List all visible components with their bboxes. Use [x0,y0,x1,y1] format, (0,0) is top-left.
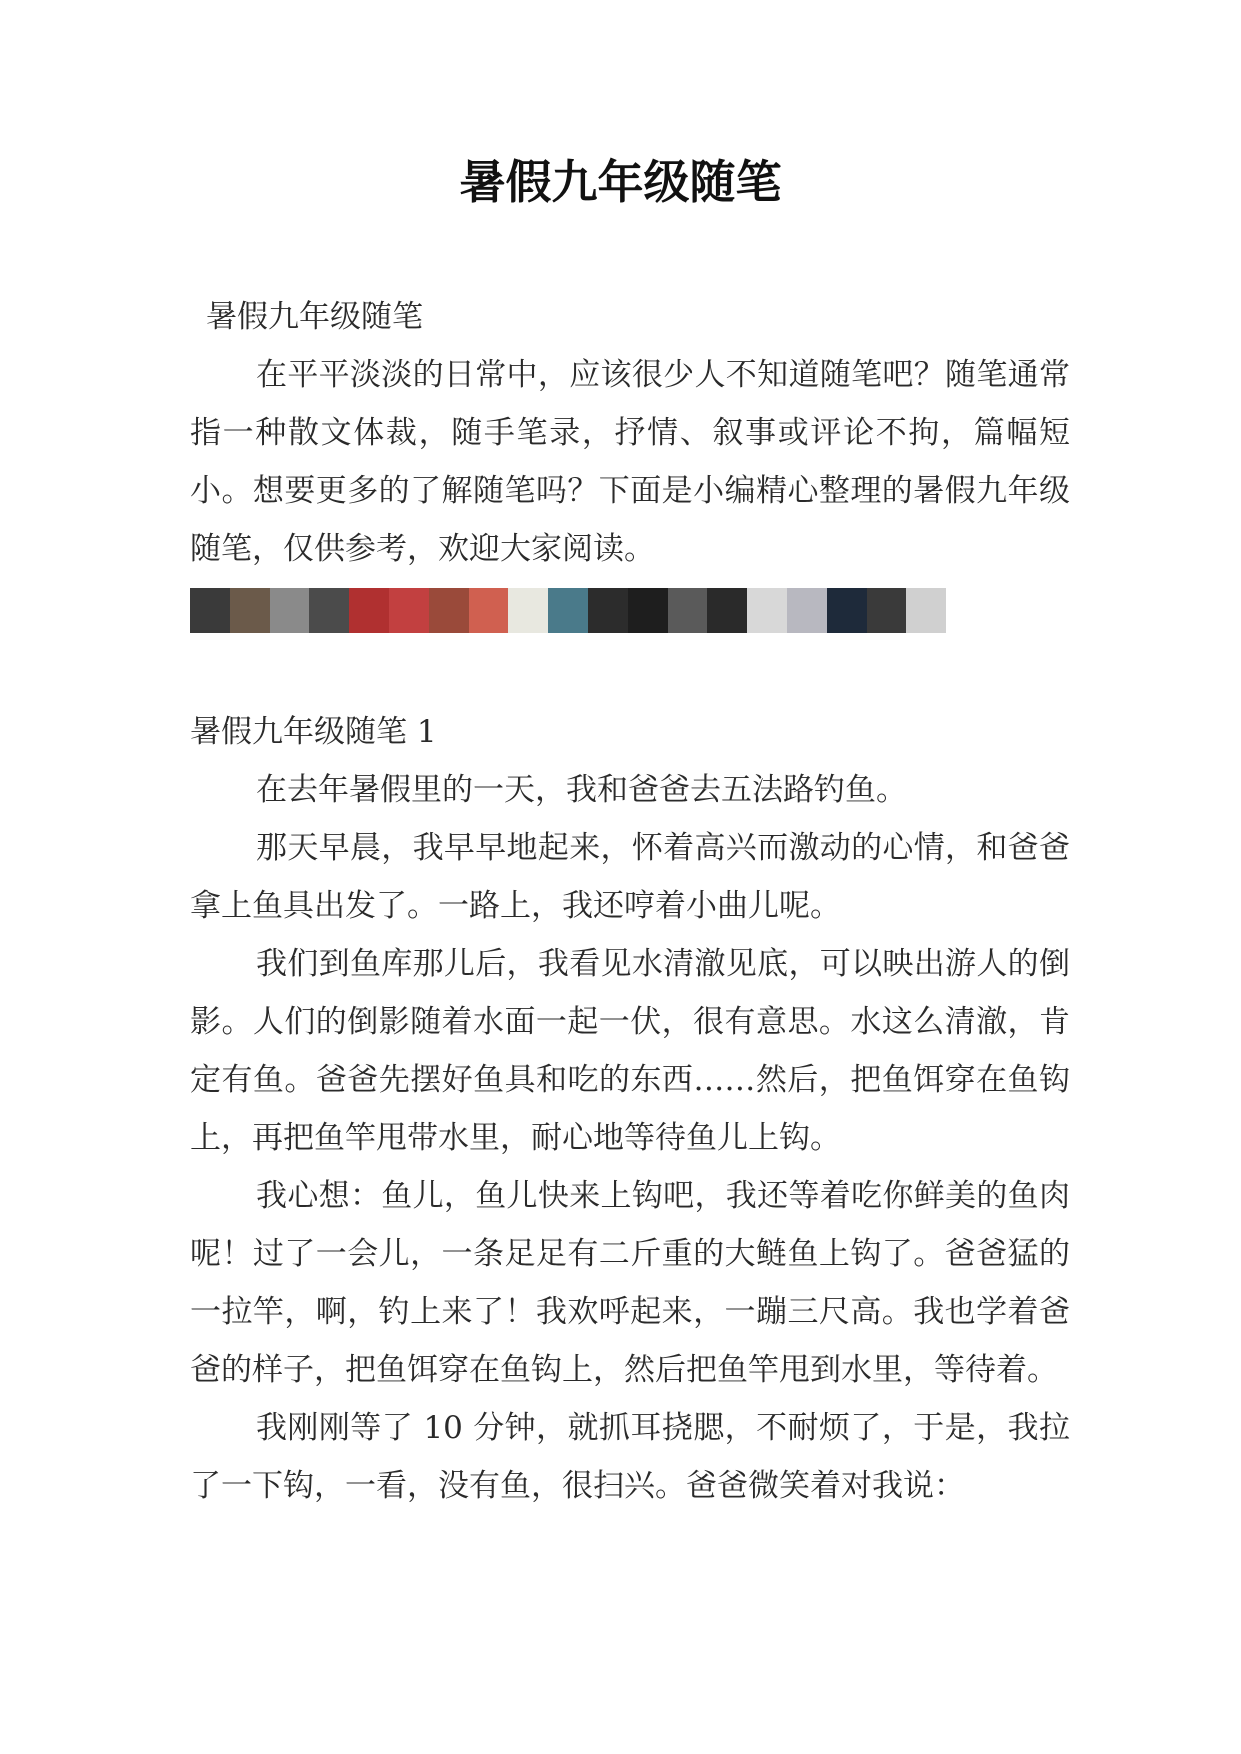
banner-color-block [827,588,867,633]
banner-color-block [230,588,270,633]
banner-color-block [429,588,469,633]
body-paragraph: 那天早晨，我早早地起来，怀着高兴而激动的心情，和爸爸拿上鱼具出发了。一路上，我还哼着小曲儿呢。 [190,830,1070,924]
banner-color-block [389,588,429,633]
banner-color-block [508,588,548,633]
banner-color-block [588,588,628,633]
banner-color-block [548,588,588,633]
body-paragraph: 我刚刚等了 10 分钟，就抓耳挠腮，不耐烦了，于是，我拉了一下钩，一看，没有鱼，很扫兴。爸爸微笑着对我说： [190,1410,1070,1504]
body-paragraph: 我们到鱼库那儿后，我看见水清澈见底，可以映出游人的倒影。人们的倒影随着水面一起一伏，很有意思。水这么清澈，肯定有鱼。爸爸先摆好鱼具和吃的东西……然后，把鱼饵穿在鱼钩上，再把鱼竿甩带水里，耐心地等待鱼儿上钩。 [190,946,1070,1156]
body-paragraph: 我心想：鱼儿，鱼儿快来上钩吧，我还等着吃你鲜美的鱼肉呢！过了一会儿，一条足足有二斤重的大鲢鱼上钩了。爸爸猛的一拉竿，啊，钓上来了！我欢呼起来，一蹦三尺高。我也学着爸爸的样子，把鱼饵穿在鱼钩上，然后把鱼竿甩到水里，等待着。 [190,1178,1070,1388]
banner-color-block [668,588,708,633]
section-heading: 暑假九年级随笔 1 [190,714,437,750]
banner-color-block [867,588,907,633]
bookshelf-banner-image [190,588,946,633]
document-body [190,288,1070,1515]
banner-color-block [787,588,827,633]
banner-color-block [190,588,230,633]
banner-color-block [628,588,668,633]
body-paragraph: 在去年暑假里的一天，我和爸爸去五法路钓鱼。 [256,772,907,808]
section-spacer [190,633,1070,703]
banner-color-block [469,588,509,633]
document-title: 暑假九年级随笔 [459,155,782,209]
banner-color-block [906,588,946,633]
intro-paragraph: 在平平淡淡的日常中，应该很少人不知道随笔吧？随笔通常指一种散文体裁，随手笔录，抒情、叙事或评论不拘，篇幅短小。想要更多的了解随笔吗？下面是小编精心整理的暑假九年级随笔，仅供参考，欢迎大家阅读。 [190,357,1070,567]
intro-heading: 暑假九年级随笔 [206,299,423,335]
banner-color-block [270,588,310,633]
banner-color-block [309,588,349,633]
banner-color-block [707,588,747,633]
banner-color-block [349,588,389,633]
banner-color-block [747,588,787,633]
